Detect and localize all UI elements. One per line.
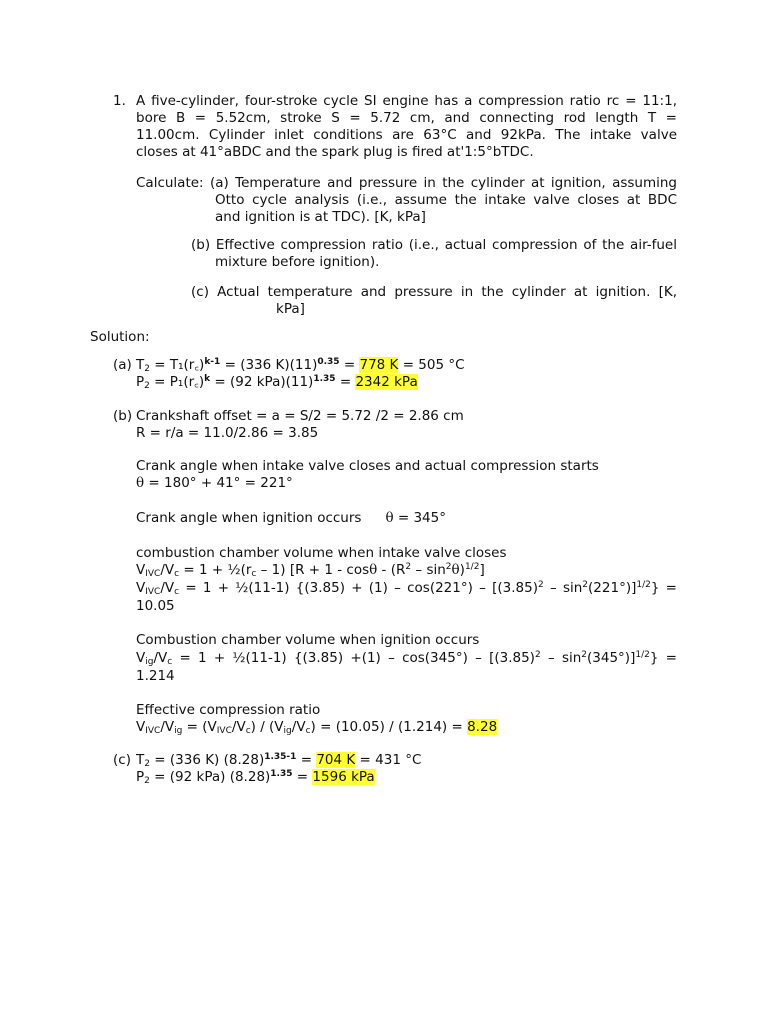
solution-b-ratio: R = r/a = 11.0/2.86 = 3.85 xyxy=(136,425,319,441)
volume-ivc-result: 10.05 xyxy=(136,598,175,614)
problem-number: 1. xyxy=(113,93,126,109)
volume-ig-title: Combustion chamber volume when ignition occurs xyxy=(136,632,480,648)
solution-c-pressure: $P_2 = (92$ kPa) $(8.28)^{1.35} = 1596$ kPa xyxy=(136,769,375,786)
crank-angle-ignition: Crank angle when ignition occurs θ = 345° xyxy=(136,510,446,526)
solution-heading: Solution: xyxy=(90,329,150,345)
problem-statement xyxy=(136,93,677,161)
problem-line: bore B = 5.52cm, stroke S = 5.72 cm, and connecting rod length T = xyxy=(136,110,677,126)
volume-ivc-formula: $V_{IVC}/V_c = 1$ + $\frac{1}{2}(r_c - 1) [R + 1 - \cos\theta - (R^2 - \sin^2\theta)^{1/2}]$ xyxy=(136,562,485,579)
problem-line: 11.00cm. Cylinder inlet conditions are 63°C and 92kPa. The intake valve xyxy=(136,127,677,143)
crank-angle-ivc-title: Crank angle when intake valve closes and actual compression starts xyxy=(136,458,599,474)
volume-ivc-title: combustion chamber volume when intake valve closes xyxy=(136,545,507,561)
volume-ig-result: 1.214 xyxy=(136,668,175,684)
part-a-question: (a) Temperature and pressure in the cylinder at ignition, assuming Otto cycle analysis (i.e., assume the intake valve closes at BDC and ignition is at TDC). [K, kPa] xyxy=(210,175,677,225)
solution-b-label: (b) xyxy=(113,408,133,424)
result-highlight: 8.28 xyxy=(467,719,498,735)
result-highlight: 1596 kPa xyxy=(312,769,375,785)
result-highlight: 778 K xyxy=(359,357,399,373)
crank-angle-ivc-value: θ = 180° + 41° = 221° xyxy=(136,475,293,491)
part-b-question: (b) Effective compression ratio (i.e., actual compression of the air-fuel mixture before ignition). xyxy=(191,237,677,270)
solution-a-temperature: $T_2$ = T₁(r꜀)$^{k-1}$ = (336 $K)(11)^{0.35} = 778$ K = 505 °C xyxy=(136,357,465,374)
result-highlight: 2342 kPa xyxy=(355,374,418,390)
solution-a-label: (a) xyxy=(113,357,132,373)
volume-ig-substitution: $V_{ig}/V_c = 1$ + ½(11-1) $\{(3.85) +(1) - \cos(345^\circ) - [(3.85)^2 - \sin^2(345^\circ)]^{1/2}\}$ = xyxy=(136,650,677,667)
problem-line: closes at 41°aBDC and the spark plug is fired at'1:5°bTDC. xyxy=(136,144,534,160)
ecr-title: Effective compression ratio xyxy=(136,702,321,718)
ecr-formula: $V_{IVC}/V_{ig} = (V_{IVC}/V_c) / (V_{ig}/V_c) = (10.05) / (1.214) = 8.28$ xyxy=(136,719,498,736)
result-highlight: 704 K xyxy=(316,752,356,768)
solution-c-temperature: $T_2 = (336$ K) $(8.28)^{1.35-1} = 704$ K = 431 °C xyxy=(136,752,422,769)
volume-ivc-substitution: $V_{IVC}/V_c = 1$ + ½(11-1) $\{(3.85) + (1) - \cos(221^\circ) - [(3.85)^2 - \sin^2(221^\circ)]^{1/2}\}$ = xyxy=(136,580,677,597)
solution-c-label: (c) xyxy=(113,752,131,768)
solution-a-pressure: $P_2$ = P₁(r꜀)$^k$ = (92 $kPa)(11)^{1.35} = 2342$ kPa xyxy=(136,374,418,391)
problem-line: A five-cylinder, four-stroke cycle SI engine has a compression ratio rc = 11:1, xyxy=(136,93,677,109)
calculate-label: Calculate: xyxy=(136,175,204,191)
solution-b-offset: Crankshaft offset = a = S/2 = 5.72 /2 = 2.86 cm xyxy=(136,408,464,424)
part-c-question: (c) Actual temperature and pressure in the cylinder at ignition. [K, kPa] xyxy=(191,284,677,317)
